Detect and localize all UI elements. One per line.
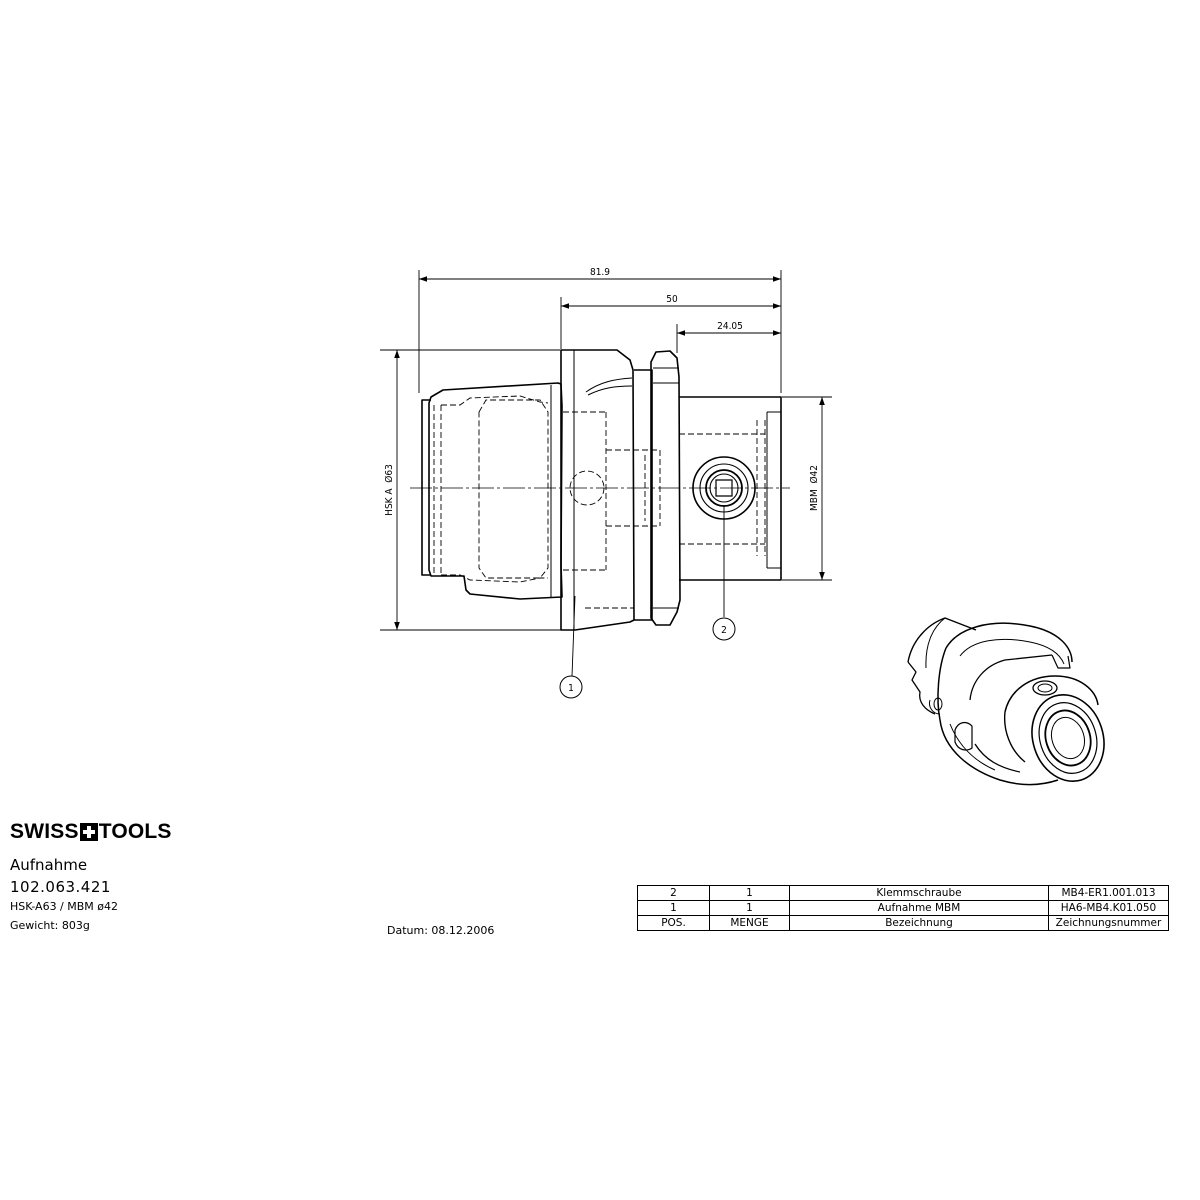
cell-pos: 2 bbox=[638, 886, 710, 901]
cell-menge: 1 bbox=[710, 886, 790, 901]
balloon-1 bbox=[560, 676, 582, 698]
table-row bbox=[638, 886, 1169, 901]
table-header-row bbox=[638, 916, 1169, 931]
part-weight: Gewicht: 803g bbox=[10, 919, 90, 932]
balloon-2-label: 2 bbox=[721, 625, 727, 636]
balloon-2 bbox=[713, 618, 735, 640]
detail-lines bbox=[551, 350, 781, 630]
dim-mbm-diameter: MBM Ø42 bbox=[809, 465, 820, 511]
drawing-date: Datum: 08.12.2006 bbox=[387, 924, 495, 937]
header-zeichnungsnummer: Zeichnungsnummer bbox=[1049, 916, 1169, 931]
cell-menge: 1 bbox=[710, 901, 790, 916]
header-menge: MENGE bbox=[710, 916, 790, 931]
swiss-cross-icon bbox=[80, 823, 98, 841]
holder-outline bbox=[422, 350, 781, 630]
header-pos: POS. bbox=[638, 916, 710, 931]
cell-zeichnungsnummer: MB4-ER1.001.013 bbox=[1049, 886, 1169, 901]
cell-bezeichnung: Klemmschraube bbox=[790, 886, 1049, 901]
logo-text-left: SWISS bbox=[10, 820, 79, 843]
swisstools-logo bbox=[10, 820, 172, 844]
part-number: 102.063.421 bbox=[10, 878, 111, 896]
part-name: Aufnahme bbox=[10, 856, 88, 874]
cell-zeichnungsnummer: HA6-MB4.K01.050 bbox=[1049, 901, 1169, 916]
parts-list-table bbox=[637, 885, 1169, 931]
dim-length-50: 50 bbox=[666, 294, 678, 305]
dim-overall-length: 81.9 bbox=[589, 267, 611, 278]
cell-pos: 1 bbox=[638, 901, 710, 916]
balloon-1-label: 1 bbox=[568, 683, 574, 694]
logo-text-right: TOOLS bbox=[98, 820, 172, 843]
dim-hsk-diameter: HSK A Ø63 bbox=[384, 464, 395, 516]
title-block bbox=[10, 856, 118, 938]
dim-length-24-05: 24.05 bbox=[717, 321, 743, 332]
part-spec: HSK-A63 / MBM ø42 bbox=[10, 900, 119, 913]
isometric-view bbox=[908, 618, 1115, 791]
hidden-lines bbox=[434, 396, 765, 608]
cell-bezeichnung: Aufnahme MBM bbox=[790, 901, 1049, 916]
table-row bbox=[638, 901, 1169, 916]
header-bezeichnung: Bezeichnung bbox=[790, 916, 1049, 931]
leaders bbox=[572, 505, 724, 676]
